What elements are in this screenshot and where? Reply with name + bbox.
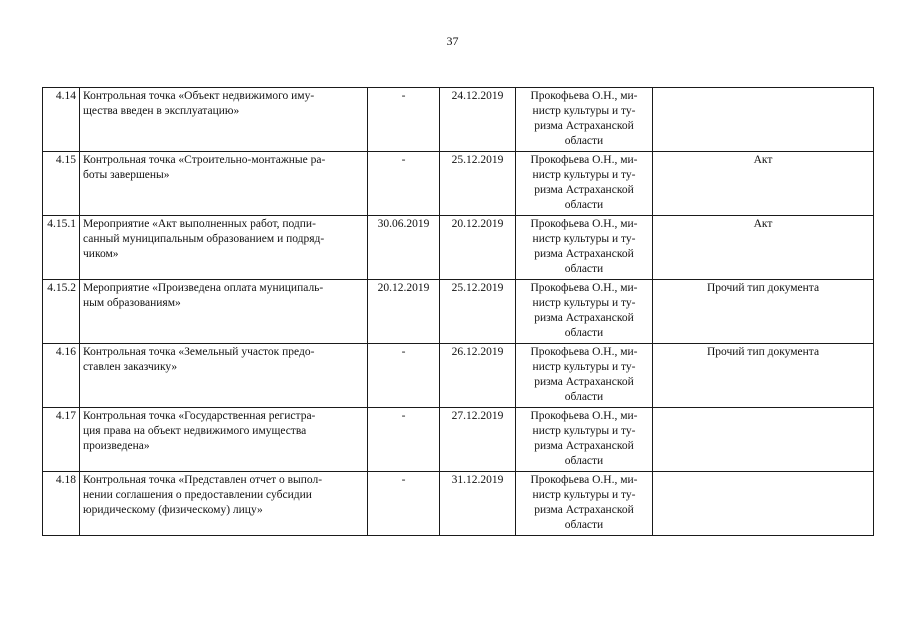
responsible-line: нистр культуры и ту- bbox=[532, 361, 636, 373]
end-date: 25.12.2019 bbox=[440, 152, 516, 216]
event-name bbox=[80, 88, 368, 152]
responsible-line: Прокофьева О.Н., ми- bbox=[530, 346, 638, 358]
responsible-line: области bbox=[564, 327, 604, 339]
row-number: 4.14 bbox=[43, 88, 80, 152]
responsible-line: нистр культуры и ту- bbox=[532, 105, 636, 117]
event-name-line: нении соглашения о предоставлении субсидии bbox=[83, 489, 312, 501]
start-date: 30.06.2019 bbox=[368, 216, 440, 280]
event-name bbox=[80, 152, 368, 216]
responsible-line: нистр культуры и ту- bbox=[532, 169, 636, 181]
table-row bbox=[43, 280, 874, 344]
event-name-line: Мероприятие «Произведена оплата муниципаль- bbox=[83, 282, 324, 294]
table-body bbox=[43, 88, 874, 536]
responsible-line: Прокофьева О.Н., ми- bbox=[530, 154, 638, 166]
end-date: 25.12.2019 bbox=[440, 280, 516, 344]
responsible-line: ризма Астраханской bbox=[534, 184, 634, 196]
responsible-line: области bbox=[564, 391, 604, 403]
event-name-line: Мероприятие «Акт выполненных работ, подпи- bbox=[83, 218, 316, 230]
start-date: - bbox=[368, 472, 440, 536]
responsible-line: ризма Астраханской bbox=[534, 312, 634, 324]
document-type bbox=[653, 472, 874, 536]
document-type bbox=[653, 408, 874, 472]
responsible-line: области bbox=[564, 263, 604, 275]
responsible-line: Прокофьева О.Н., ми- bbox=[530, 410, 638, 422]
event-name bbox=[80, 280, 368, 344]
event-name-line: Контрольная точка «Земельный участок предо- bbox=[83, 346, 315, 358]
responsible-line: Прокофьева О.Н., ми- bbox=[530, 282, 638, 294]
responsible-line: области bbox=[564, 519, 604, 531]
row-number: 4.15.2 bbox=[43, 280, 80, 344]
event-name bbox=[80, 408, 368, 472]
event-name-line: произведена» bbox=[83, 440, 150, 452]
control-points-table bbox=[42, 87, 874, 536]
responsible-line: Прокофьева О.Н., ми- bbox=[530, 90, 638, 102]
start-date: 20.12.2019 bbox=[368, 280, 440, 344]
row-number: 4.18 bbox=[43, 472, 80, 536]
event-name-line: ция права на объект недвижимого имущества bbox=[83, 425, 307, 437]
responsible-line: области bbox=[564, 135, 604, 147]
row-number: 4.17 bbox=[43, 408, 80, 472]
start-date: - bbox=[368, 88, 440, 152]
event-name-line: Контрольная точка «Объект недвижимого иму- bbox=[83, 90, 315, 102]
start-date: - bbox=[368, 152, 440, 216]
responsible-person bbox=[516, 344, 653, 408]
end-date: 26.12.2019 bbox=[440, 344, 516, 408]
page-number: 37 bbox=[446, 34, 459, 48]
responsible-line: ризма Астраханской bbox=[534, 376, 634, 388]
table-row bbox=[43, 88, 874, 152]
responsible-person bbox=[516, 88, 653, 152]
event-name-line: Контрольная точка «Государственная регистра- bbox=[83, 410, 316, 422]
event-name-line: ным образованиям» bbox=[83, 297, 181, 309]
table-row bbox=[43, 408, 874, 472]
event-name-line: щества введен в эксплуатацию» bbox=[83, 105, 240, 117]
responsible-line: области bbox=[564, 455, 604, 467]
document-type: Прочий тип документа bbox=[653, 280, 874, 344]
end-date: 24.12.2019 bbox=[440, 88, 516, 152]
event-name-line: юридическому (физическому) лицу» bbox=[83, 504, 263, 516]
row-number: 4.15 bbox=[43, 152, 80, 216]
end-date: 31.12.2019 bbox=[440, 472, 516, 536]
start-date: - bbox=[368, 344, 440, 408]
event-name-line: санный муниципальным образованием и подряд- bbox=[83, 233, 325, 245]
end-date: 20.12.2019 bbox=[440, 216, 516, 280]
responsible-person bbox=[516, 472, 653, 536]
event-name bbox=[80, 344, 368, 408]
responsible-line: ризма Астраханской bbox=[534, 248, 634, 260]
table-row bbox=[43, 344, 874, 408]
table-row bbox=[43, 152, 874, 216]
responsible-line: ризма Астраханской bbox=[534, 440, 634, 452]
end-date: 27.12.2019 bbox=[440, 408, 516, 472]
responsible-line: Прокофьева О.Н., ми- bbox=[530, 474, 638, 486]
responsible-line: нистр культуры и ту- bbox=[532, 489, 636, 501]
document-type: Акт bbox=[653, 216, 874, 280]
responsible-person bbox=[516, 280, 653, 344]
row-number: 4.16 bbox=[43, 344, 80, 408]
document-type bbox=[653, 88, 874, 152]
event-name-line: боты завершены» bbox=[83, 169, 170, 181]
responsible-line: Прокофьева О.Н., ми- bbox=[530, 218, 638, 230]
event-name-line: чиком» bbox=[83, 248, 119, 260]
responsible-line: нистр культуры и ту- bbox=[532, 425, 636, 437]
event-name bbox=[80, 472, 368, 536]
event-name-line: Контрольная точка «Представлен отчет о выпол- bbox=[83, 474, 323, 486]
responsible-line: ризма Астраханской bbox=[534, 120, 634, 132]
responsible-line: области bbox=[564, 199, 604, 211]
responsible-person bbox=[516, 152, 653, 216]
responsible-line: нистр культуры и ту- bbox=[532, 297, 636, 309]
document-type: Акт bbox=[653, 152, 874, 216]
table-row bbox=[43, 472, 874, 536]
document-type: Прочий тип документа bbox=[653, 344, 874, 408]
table-row bbox=[43, 216, 874, 280]
responsible-line: нистр культуры и ту- bbox=[532, 233, 636, 245]
row-number: 4.15.1 bbox=[43, 216, 80, 280]
responsible-person bbox=[516, 408, 653, 472]
start-date: - bbox=[368, 408, 440, 472]
event-name bbox=[80, 216, 368, 280]
responsible-line: ризма Астраханской bbox=[534, 504, 634, 516]
event-name-line: ставлен заказчику» bbox=[83, 361, 178, 373]
event-name-line: Контрольная точка «Строительно-монтажные ра- bbox=[83, 154, 326, 166]
responsible-person bbox=[516, 216, 653, 280]
